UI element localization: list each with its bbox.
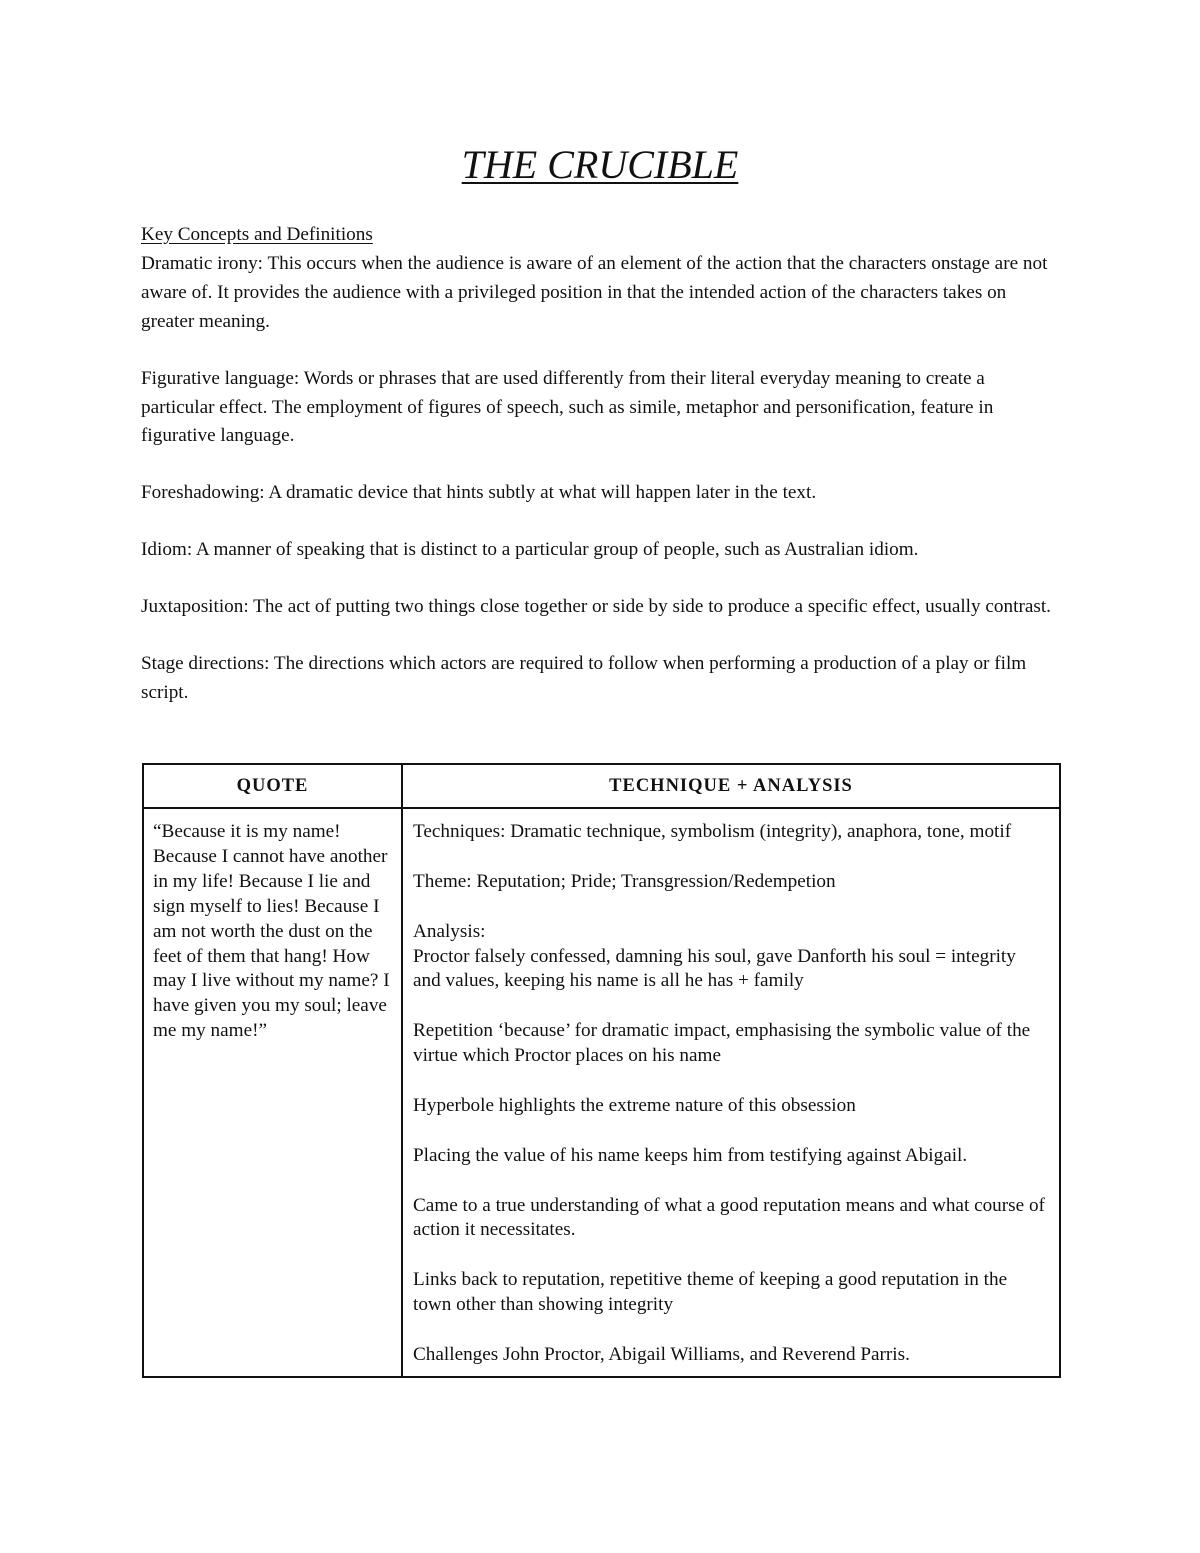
analysis-point: Repetition ‘because’ for dramatic impact, emphasising the symbolic value of the virtue which Proctor places on his name (413, 1020, 1031, 1067)
analysis-label: Analysis: (413, 920, 486, 942)
quote-cell: “Because it is my name! Because I cannot have another in my life! Because I lie and sign myself to lies! Because I am not worth the dust on the feet of them that hang! How may I live without my name? I have given you my soul; leave me my name!” (143, 808, 402, 1377)
analysis-point: Proctor falsely confessed, damning his soul, gave Danforth his soul = integrity and values, keeping his name is all he has + family (413, 945, 1016, 992)
document-title: THE CRUCIBLE (461, 142, 739, 187)
table-row (143, 808, 1060, 1377)
definition-idiom: Idiom: A manner of speaking that is distinct to a particular group of people, such as Australian idiom. (141, 539, 919, 561)
definition-figurative-language: Figurative language: Words or phrases that are used differently from their literal everyday meaning to create a particular effect. The employment of figures of speech, such as simile, metaphor and personification, feature in figurative language. (141, 367, 994, 447)
quote-column-header: QUOTE (143, 764, 402, 808)
analysis-point: Challenges John Proctor, Abigail Williams, and Reverend Parris. (413, 1343, 910, 1365)
definition-foreshadowing: Foreshadowing: A dramatic device that hints subtly at what will happen later in the text. (141, 482, 817, 504)
analysis-point: Placing the value of his name keeps him from testifying against Abigail. (413, 1144, 968, 1166)
analysis-column-header: TECHNIQUE + ANALYSIS (402, 764, 1060, 808)
definitions-section (141, 221, 1061, 736)
definition-dramatic-irony: Dramatic irony: This occurs when the audience is aware of an element of the action that the characters onstage are not aware of. It provides the audience with a privileged position in that the intended action of the characters takes on greater meaning. (141, 252, 1048, 332)
quote-analysis-table (142, 763, 1061, 1378)
section-heading: Key Concepts and Definitions (141, 224, 373, 245)
definition-stage-directions: Stage directions: The directions which actors are required to follow when performing a production of a play or film script. (141, 653, 1027, 703)
analysis-techniques: Techniques: Dramatic technique, symbolism (integrity), anaphora, tone, motif (413, 821, 1012, 842)
definition-juxtaposition: Juxtaposition: The act of putting two things close together or side by side to produce a specific effect, usually contrast. (141, 596, 1051, 618)
analysis-point: Links back to reputation, repetitive theme of keeping a good reputation in the town other than showing integrity (413, 1269, 1008, 1316)
table-header-row (143, 764, 1060, 808)
analysis-theme: Theme: Reputation; Pride; Transgression/Redempetion (413, 870, 836, 892)
analysis-point: Came to a true understanding of what a good reputation means and what course of action it necessitates. (413, 1194, 1045, 1241)
analysis-point: Hyperbole highlights the extreme nature of this obsession (413, 1094, 856, 1116)
analysis-cell (402, 808, 1060, 1377)
